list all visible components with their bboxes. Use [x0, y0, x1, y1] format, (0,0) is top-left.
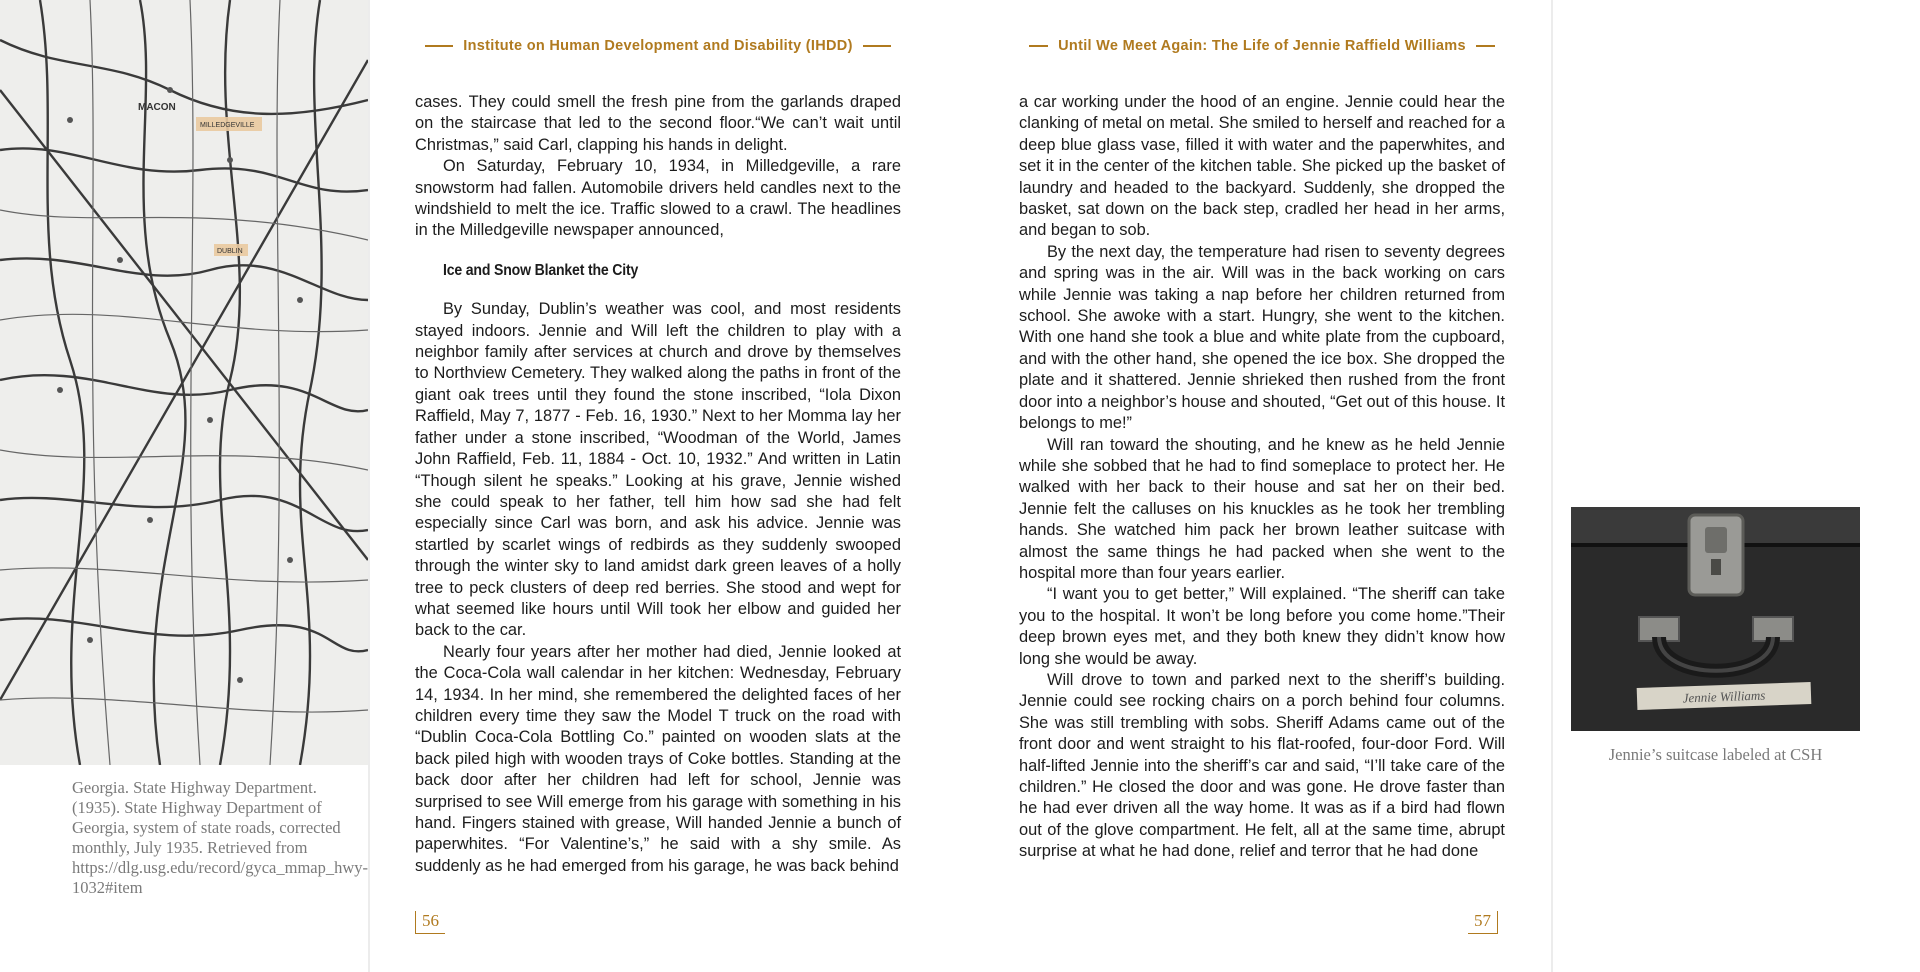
paragraph: “I want you to get better,” Will explained. “The sheriff can take you to the hospital. It won’t be long before you come home.”Their deep brown eyes met, and they both knew they didn’t know how long she would be away. [1019, 585, 1505, 668]
page-number-right: 57 [1468, 911, 1498, 934]
georgia-highway-map [0, 0, 368, 765]
paragraph: By the next day, the temperature had risen to seventy degrees and spring was in the air. Will was in the back working on cars while Jennie was taking a nap before her children returned from school. She awoke with a start. Hungry, she went to the kitchen. With one hand she took a blue and white plate from the cupboard, and with the other hand, she opened the ice box. She dropped the plate and it shattered. Jennie shrieked then rushed from the front door into a neighbor’s house and shouted, “Get out of this house. It belongs to me!” [1019, 242, 1505, 433]
paragraph: Will ran toward the shouting, and he knew as he held Jennie while she sobbed that he had to find someplace to protect her. He walked with her back to their house and sat her on their bed. Jennie felt the calluses on his knuckles as he took her trembling hands. She watched him pack her brown leather suitcase with almost the same things he had packed when she went to the hospital more than four years earlier. [1019, 435, 1505, 582]
right-page-divider [1551, 0, 1553, 972]
running-header-right [1019, 36, 1505, 56]
map-drawing [0, 0, 368, 765]
paragraph: On Saturday, February 10, 1934, in Milledgeville, a rare snowstorm had fallen. Automobile drivers held candles next to the windshield to melt the ice. Traffic slowed to a crawl. The headlines in the Milledgeville newspaper announced, [415, 157, 901, 240]
paragraph: By Sunday, Dublin’s weather was cool, and most residents stayed indoors. Jennie and Will left the children to play with a neighbor family after services at church and drove by themselves to Northview Cemetery. They walked along the paths in front of the giant oak trees until they found the stone inscribed, “Iola Dixon Raffield, May 7, 1877 - Feb. 16, 1930.” Next to her Momma lay her father under a stone inscribed, “Woodman of the World, James John Raffield, Feb. 11, 1884 - Oct. 10, 1932.” And written in Latin “Though silent he speaks.” Looking at his grave, Jennie wished she could speak to her father, tell him how sad she had felt especially since Carl was born, and ask his advice. Jennie was startled by scarlet wings of redbirds as they suddenly swooped through the winter sky to land amidst dark green leaves of a holly tree to peck clusters of deep red berries. She stood and wept for what seemed like hours until Will took her elbow and guided her back to the car. [415, 300, 901, 640]
running-header-left [415, 36, 901, 56]
paragraph: cases. They could smell the fresh pine from the garlands draped on the staircase that led to the second floor.“We can’t wait until Christmas,” said Carl, clapping his hands in delight. [415, 93, 901, 154]
right-page-text [1019, 92, 1505, 863]
left-spine-divider [368, 0, 370, 972]
svg-text:DUBLIN: DUBLIN [217, 248, 243, 255]
newspaper-headline: Ice and Snow Blanket the City [443, 261, 639, 279]
left-page-text [415, 92, 901, 877]
running-header-right-text: Until We Meet Again: The Life of Jennie Raffield Williams [1058, 38, 1466, 54]
map-column [0, 0, 368, 972]
header-rule [1029, 45, 1048, 47]
running-header-left-text: Institute on Human Development and Disability (IHDD) [463, 38, 853, 54]
suitcase-photo [1571, 507, 1860, 731]
paragraph: Nearly four years after her mother had died, Jennie looked at the Coca-Cola wall calendar in her kitchen: Wednesday, February 14, 1934. In her mind, she remembered the delighted faces of her children every time they saw the Model T truck on the road with “Dublin Coca-Cola Bottling Co.” painted on wooden slats at the back piled high with wooden trays of Coke bottles. Standing at the back door after her children had left for school, Jennie was surprised to see Will emerge from his garage with something in his hand. Fingers stained with grease, Will handed Jennie a bunch of paperwhites. “For Valentine’s,” he said with a shy smile. As suddenly as he had emerged from his garage, he was back behind [415, 642, 901, 875]
header-rule [863, 45, 891, 47]
page-number-left: 56 [415, 911, 445, 934]
svg-text:MACON: MACON [138, 102, 176, 113]
header-rule [425, 45, 453, 47]
suitcase-drawing [1571, 507, 1860, 731]
photo-caption: Jennie’s suitcase labeled at CSH [1608, 745, 1823, 764]
map-caption: Georgia. State Highway Department. (1935). State Highway Department of Georgia, system of state roads, corrected monthly, July 1935. Retrieved from https://dlg.usg.edu/record/gyca_mmap_hwy-1032#item [72, 778, 369, 897]
svg-text:MILLEDGEVILLE: MILLEDGEVILLE [200, 122, 255, 129]
suitcase-label-text: Jennie Williams [1682, 687, 1766, 706]
paragraph: a car working under the hood of an engine. Jennie could hear the clanking of metal on metal. She smiled to herself and reached for a deep blue glass vase, filled it with water and the paperwhites, and set it in the center of the kitchen table. She picked up the basket of laundry and headed to the backyard. Suddenly, she dropped the basket, sat down on the back step, cradled her head in her arms, and began to sob. [1019, 93, 1505, 240]
header-rule [1476, 45, 1495, 47]
paragraph: Will drove to town and parked next to the sheriff’s building. Jennie could see rocking chairs on a porch behind four columns. She was still trembling with sobs. Sheriff Adams came out of the front door and went straight to his flat-roofed, four-door Ford. Will half-lifted Jennie into the sheriff’s car and said, “I’ll take care of the children.” He closed the door and was gone. He drove faster than he had ever driven all the way home. It was as if a bird had flown out of the glove compartment. He felt, all at the same time, abrupt surprise at what he had done, relief and terror that he had done [1019, 670, 1505, 861]
